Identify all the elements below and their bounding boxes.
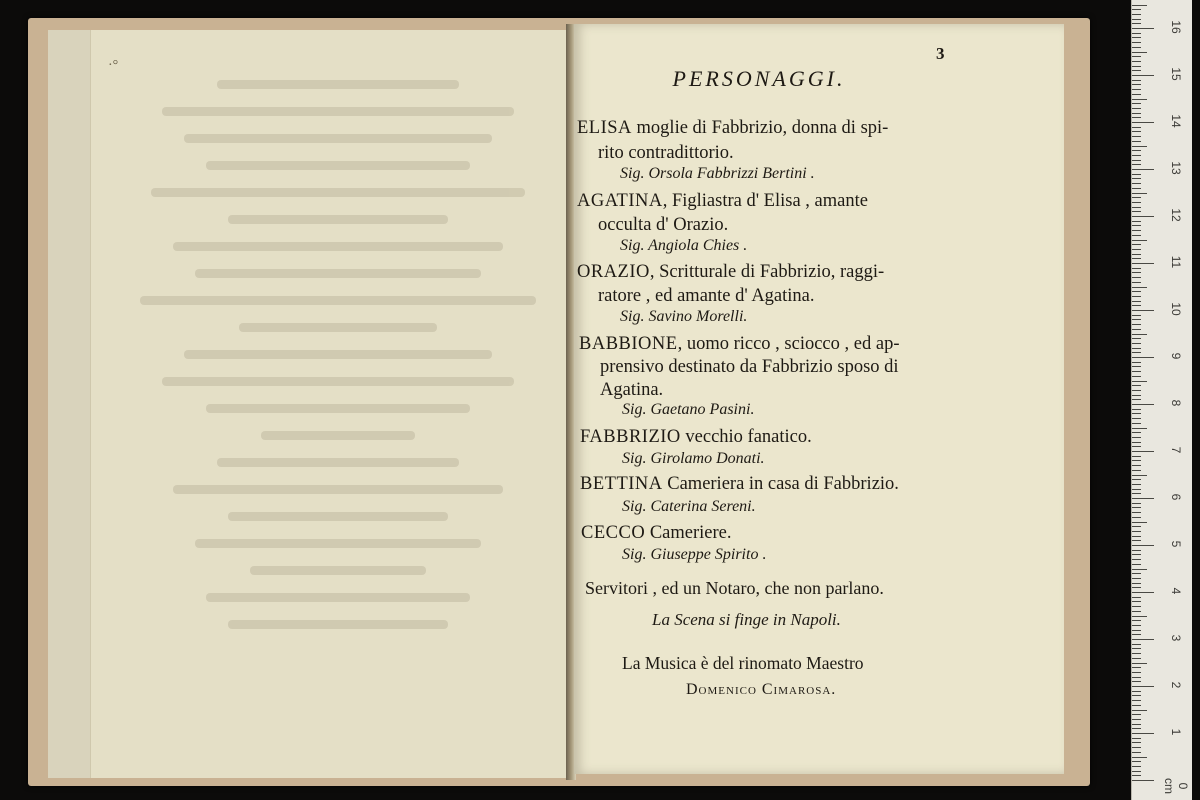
- character-name: ELISA: [577, 118, 632, 138]
- ruler-tick: [1132, 470, 1141, 471]
- ruler-tick: [1132, 324, 1141, 325]
- ruler-tick: [1132, 630, 1141, 631]
- character-babbione-line-1: [579, 334, 899, 355]
- ruler-tick: [1132, 211, 1141, 212]
- ruler-tick: [1132, 178, 1141, 179]
- ruler-label: 4: [1169, 587, 1183, 595]
- ruler-tick: [1132, 117, 1141, 118]
- ruler-label: 8: [1169, 399, 1183, 407]
- character-name: BABBIONE: [579, 334, 678, 354]
- ruler-tick: [1132, 99, 1147, 100]
- ruler-tick: [1132, 235, 1141, 236]
- ruler-tick: [1132, 127, 1141, 128]
- ruler-label: 14: [1169, 114, 1183, 128]
- ruler-tick: [1132, 700, 1141, 701]
- ruler-tick: [1132, 146, 1147, 147]
- ruler-tick: [1132, 564, 1141, 565]
- ruler-tick: [1132, 569, 1147, 570]
- ruler-tick: [1132, 714, 1141, 715]
- ruler-tick: [1132, 507, 1141, 508]
- ruler-tick: [1132, 160, 1141, 161]
- ruler-tick: [1132, 517, 1141, 518]
- singer-orazio: Sig. Savino Morelli.: [620, 308, 748, 325]
- ruler-tick: [1132, 465, 1141, 466]
- ruler-tick: [1132, 498, 1154, 499]
- ruler-tick: [1132, 766, 1141, 767]
- ruler-tick: [1132, 493, 1141, 494]
- character-agatina-line-1: [577, 191, 868, 212]
- singer-cecco: Sig. Giuseppe Spirito .: [622, 546, 767, 563]
- character-description: vecchio fanatico.: [680, 427, 812, 447]
- ruler-tick: [1132, 310, 1154, 311]
- ruler-tick: [1132, 169, 1154, 170]
- servants-note: Servitori , ed un Notaro, che non parlano.: [585, 578, 884, 598]
- character-orazio-line-2: ratore , ed amante d' Agatina.: [598, 286, 815, 306]
- ruler-tick: [1132, 780, 1154, 781]
- character-name: AGATINA: [577, 191, 663, 211]
- composer-name: Domenico Cimarosa.: [686, 681, 837, 698]
- ruler-tick: [1132, 644, 1141, 645]
- ruler-label: 3: [1169, 634, 1183, 642]
- ruler-tick: [1132, 371, 1141, 372]
- character-description: , Scritturale di Fabbrizio, raggi-: [649, 262, 885, 282]
- ruler-tick: [1132, 263, 1154, 264]
- ruler-tick: [1132, 573, 1141, 574]
- ruler-tick: [1132, 526, 1141, 527]
- ruler-tick: [1132, 724, 1141, 725]
- ruler-tick: [1132, 254, 1141, 255]
- ruler-tick: [1132, 512, 1141, 513]
- measuring-ruler: [1131, 0, 1192, 800]
- ruler-tick: [1132, 738, 1141, 739]
- ruler-label: 15: [1169, 67, 1183, 81]
- ruler-tick: [1132, 451, 1154, 452]
- character-elisa-line-1: [577, 118, 888, 139]
- singer-elisa: Sig. Orsola Fabbrizzi Bertini .: [620, 165, 815, 182]
- ruler-tick: [1132, 334, 1147, 335]
- ruler-tick: [1132, 705, 1141, 706]
- ruler-tick: [1132, 75, 1154, 76]
- ruler-tick: [1132, 691, 1141, 692]
- ruler-label: 0 cm: [1162, 778, 1190, 794]
- ruler-tick: [1132, 587, 1141, 588]
- ruler-tick: [1132, 268, 1141, 269]
- character-name: FABBRIZIO: [580, 427, 681, 447]
- ruler-tick: [1132, 409, 1141, 410]
- ruler-tick: [1132, 583, 1141, 584]
- ruler-tick: [1132, 296, 1141, 297]
- ruler-tick: [1132, 202, 1141, 203]
- ruler-tick: [1132, 343, 1141, 344]
- ruler-tick: [1132, 23, 1141, 24]
- ruler-label: 12: [1169, 208, 1183, 222]
- character-elisa-line-2: rito contradittorio.: [598, 143, 734, 163]
- ruler-tick: [1132, 484, 1141, 485]
- ruler-tick: [1132, 193, 1147, 194]
- ruler-tick: [1132, 761, 1141, 762]
- ruler-tick: [1132, 9, 1141, 10]
- character-agatina-line-2: occulta d' Orazio.: [598, 215, 729, 235]
- ruler-tick: [1132, 653, 1141, 654]
- character-orazio-line-1: [577, 262, 884, 283]
- ruler-tick: [1132, 578, 1141, 579]
- ruler-tick: [1132, 207, 1141, 208]
- ruler-tick: [1132, 658, 1141, 659]
- character-description: , uomo ricco , sciocco , ed ap-: [677, 334, 900, 354]
- ruler-tick: [1132, 423, 1141, 424]
- ruler-tick: [1132, 28, 1154, 29]
- ruler-tick: [1132, 287, 1147, 288]
- ruler-tick: [1132, 70, 1141, 71]
- ruler-tick: [1132, 757, 1147, 758]
- ruler-tick: [1132, 752, 1141, 753]
- ruler-label: 9: [1169, 352, 1183, 360]
- ruler-tick: [1132, 183, 1141, 184]
- left-page: [48, 30, 568, 778]
- ruler-tick: [1132, 663, 1147, 664]
- ruler-tick: [1132, 19, 1141, 20]
- ruler-tick: [1132, 404, 1154, 405]
- character-fabbrizio-line-1: [580, 427, 812, 448]
- ruler-tick: [1132, 597, 1141, 598]
- ruler-tick: [1132, 376, 1141, 377]
- character-description: , Figliastra d' Elisa , amante: [662, 191, 868, 211]
- ruler-tick: [1132, 66, 1141, 67]
- ruler-tick: [1132, 282, 1141, 283]
- ruler-tick: [1132, 559, 1141, 560]
- ruler-label: 2: [1169, 681, 1183, 689]
- music-credit: La Musica è del rinomato Maestro: [622, 653, 864, 673]
- ruler-tick: [1132, 390, 1141, 391]
- ruler-tick: [1132, 52, 1147, 53]
- scene-setting: La Scena si finge in Napoli.: [652, 610, 841, 629]
- ruler-tick: [1132, 634, 1141, 635]
- ruler-tick: [1132, 592, 1154, 593]
- ruler-tick: [1132, 742, 1141, 743]
- character-babbione-line-3: Agatina.: [600, 380, 664, 400]
- ruler-tick: [1132, 616, 1147, 617]
- ruler-tick: [1132, 305, 1141, 306]
- character-description: Cameriera in casa di Fabbrizio.: [662, 474, 899, 494]
- ruler-tick: [1132, 601, 1141, 602]
- ruler-tick: [1132, 442, 1141, 443]
- ruler-tick: [1132, 479, 1141, 480]
- ruler-tick: [1132, 686, 1154, 687]
- ruler-tick: [1132, 681, 1141, 682]
- ruler-tick: [1132, 174, 1141, 175]
- ruler-tick: [1132, 775, 1141, 776]
- ruler-label: 10: [1169, 302, 1183, 316]
- ruler-label: 13: [1169, 161, 1183, 175]
- ruler-tick: [1132, 188, 1141, 189]
- ruler-tick: [1132, 475, 1147, 476]
- ruler-tick: [1132, 733, 1154, 734]
- ruler-tick: [1132, 240, 1147, 241]
- ruler-tick: [1132, 437, 1141, 438]
- page-edge-strip: [48, 30, 91, 778]
- page-number: 3: [936, 44, 945, 63]
- ruler-tick: [1132, 5, 1147, 6]
- ruler-tick: [1132, 428, 1147, 429]
- ruler-tick: [1132, 291, 1141, 292]
- ruler-tick: [1132, 667, 1141, 668]
- ruler-tick: [1132, 42, 1141, 43]
- ruler-tick: [1132, 329, 1141, 330]
- ruler-tick: [1132, 155, 1141, 156]
- ruler-tick: [1132, 230, 1141, 231]
- ruler-tick: [1132, 460, 1141, 461]
- ruler-tick: [1132, 648, 1141, 649]
- ruler-tick: [1132, 136, 1141, 137]
- ruler-tick: [1132, 225, 1141, 226]
- singer-bettina: Sig. Caterina Sereni.: [622, 498, 756, 515]
- ruler-tick: [1132, 122, 1154, 123]
- character-bettina-line-1: [580, 474, 899, 495]
- singer-fabbrizio: Sig. Girolamo Donati.: [622, 450, 765, 467]
- ruler-label: 5: [1169, 540, 1183, 548]
- ruler-tick: [1132, 249, 1141, 250]
- ruler-tick: [1132, 37, 1141, 38]
- ruler-tick: [1132, 272, 1141, 273]
- ruler-tick: [1132, 381, 1147, 382]
- ruler-tick: [1132, 357, 1154, 358]
- character-name: ORAZIO: [577, 262, 650, 282]
- ruler-tick: [1132, 244, 1141, 245]
- ruler-tick: [1132, 84, 1141, 85]
- ruler-tick: [1132, 625, 1141, 626]
- character-name: CECCO: [581, 523, 646, 543]
- ruler-tick: [1132, 338, 1141, 339]
- ruler-tick: [1132, 80, 1141, 81]
- character-name: BETTINA: [580, 474, 663, 494]
- ruler-tick: [1132, 536, 1141, 537]
- ruler-tick: [1132, 399, 1141, 400]
- ruler-tick: [1132, 432, 1141, 433]
- ruler-tick: [1132, 606, 1141, 607]
- ruler-tick: [1132, 710, 1147, 711]
- ruler-tick: [1132, 639, 1154, 640]
- character-babbione-line-2: prensivo destinato da Fabbrizio sposo di: [600, 357, 899, 377]
- ruler-tick: [1132, 141, 1141, 142]
- ruler-tick: [1132, 113, 1141, 114]
- ruler-tick: [1132, 677, 1141, 678]
- character-description: Cameriere.: [645, 523, 732, 543]
- ruler-tick: [1132, 61, 1141, 62]
- ruler-tick: [1132, 221, 1141, 222]
- ruler-tick: [1132, 418, 1141, 419]
- ruler-tick: [1132, 216, 1154, 217]
- ruler-tick: [1132, 197, 1141, 198]
- show-through-text: [118, 80, 558, 760]
- singer-agatina: Sig. Angiola Chies .: [620, 237, 748, 254]
- ruler-tick: [1132, 771, 1141, 772]
- singer-babbione: Sig. Gaetano Pasini.: [622, 401, 755, 418]
- ruler-tick: [1132, 672, 1141, 673]
- ruler-label: 7: [1169, 446, 1183, 454]
- ruler-tick: [1132, 395, 1141, 396]
- ruler-tick: [1132, 14, 1141, 15]
- ruler-tick: [1132, 108, 1141, 109]
- ruler-tick: [1132, 489, 1141, 490]
- ruler-tick: [1132, 456, 1141, 457]
- ruler-tick: [1132, 747, 1141, 748]
- ruler-tick: [1132, 258, 1141, 259]
- ruler-label: 16: [1169, 20, 1183, 34]
- ruler-tick: [1132, 545, 1154, 546]
- ruler-tick: [1132, 550, 1141, 551]
- ruler-tick: [1132, 94, 1141, 95]
- ruler-tick: [1132, 503, 1141, 504]
- ruler-tick: [1132, 385, 1141, 386]
- ruler-tick: [1132, 540, 1141, 541]
- character-description: moglie di Fabbrizio, donna di spi-: [631, 118, 889, 138]
- ruler-tick: [1132, 164, 1141, 165]
- ruler-tick: [1132, 719, 1141, 720]
- ruler-tick: [1132, 301, 1141, 302]
- ruler-tick: [1132, 150, 1141, 151]
- ruler-tick: [1132, 277, 1141, 278]
- ruler-tick: [1132, 446, 1141, 447]
- ruler-tick: [1132, 131, 1141, 132]
- ruler-tick: [1132, 531, 1141, 532]
- ruler-tick: [1132, 366, 1141, 367]
- ruler-tick: [1132, 620, 1141, 621]
- ruler-tick: [1132, 89, 1141, 90]
- page-heading: PERSONAGGI.: [672, 66, 846, 91]
- ruler-tick: [1132, 611, 1141, 612]
- ruler-label: 11: [1169, 255, 1183, 269]
- ruler-tick: [1132, 33, 1141, 34]
- ruler-tick: [1132, 522, 1147, 523]
- ruler-tick: [1132, 348, 1141, 349]
- ruler-tick: [1132, 315, 1141, 316]
- ruler-tick: [1132, 56, 1141, 57]
- ruler-tick: [1132, 728, 1141, 729]
- character-cecco-line-1: [581, 523, 731, 544]
- ruler-tick: [1132, 319, 1141, 320]
- ruler-tick: [1132, 47, 1141, 48]
- ruler-tick: [1132, 413, 1141, 414]
- corner-mark: ·°: [108, 58, 119, 73]
- ruler-tick: [1132, 352, 1141, 353]
- ruler-label: 1: [1169, 728, 1183, 736]
- ruler-tick: [1132, 695, 1141, 696]
- ruler-tick: [1132, 554, 1141, 555]
- ruler-tick: [1132, 362, 1141, 363]
- ruler-label: 6: [1169, 493, 1183, 501]
- ruler-tick: [1132, 103, 1141, 104]
